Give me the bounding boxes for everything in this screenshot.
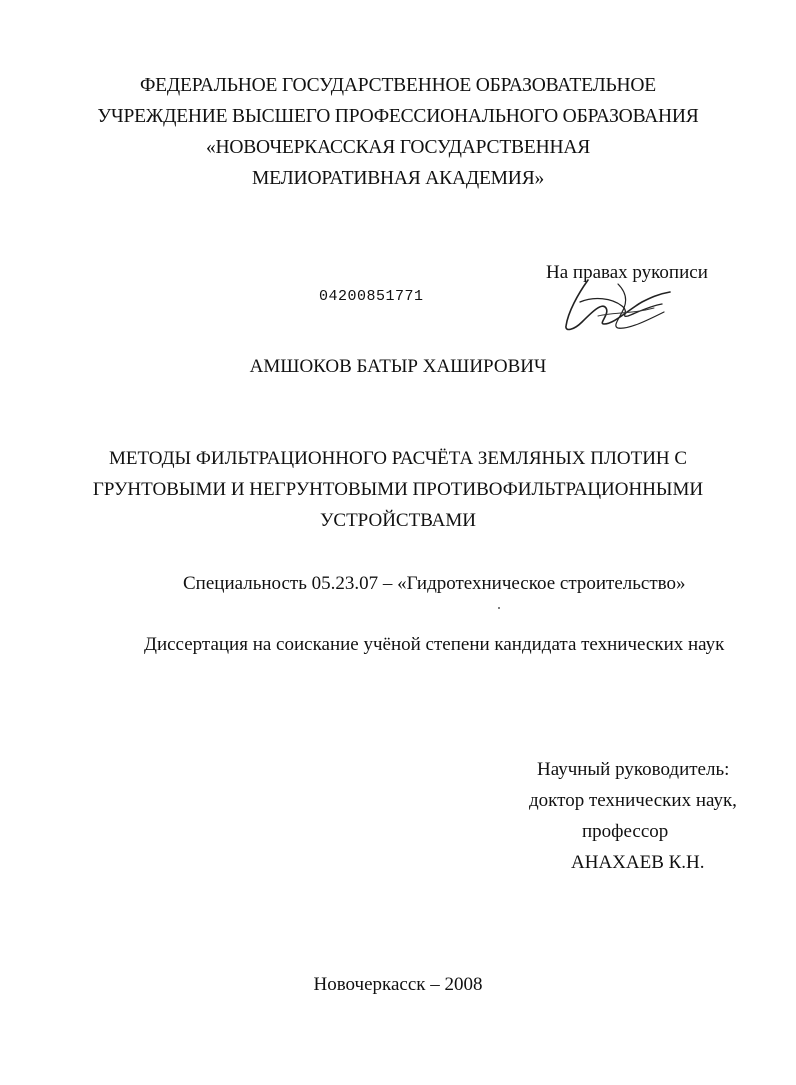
organization-line-1: ФЕДЕРАЛЬНОЕ ГОСУДАРСТВЕННОЕ ОБРАЗОВАТЕЛЬНОЕ — [139, 75, 657, 96]
city-year: Новочеркасск – 2008 — [313, 974, 483, 995]
author-name: АМШОКОВ БАТЫР ХАШИРОВИЧ — [249, 356, 547, 377]
specialty-line: Специальность 05.23.07 – «Гидротехническое строительство» — [183, 573, 686, 594]
organization-line-4: МЕЛИОРАТИВНАЯ АКАДЕМИЯ» — [251, 168, 545, 189]
speck — [498, 607, 500, 609]
organization-line-2: УЧРЕЖДЕНИЕ ВЫСШЕГО ПРОФЕССИОНАЛЬНОГО ОБРАЗОВАНИЯ — [97, 106, 699, 127]
supervisor-name: АНАХАЕВ К.Н. — [571, 852, 705, 873]
title-line-2: ГРУНТОВЫМИ И НЕГРУНТОВЫМИ ПРОТИВОФИЛЬТРАЦИОННЫМИ — [92, 479, 704, 500]
supervisor-label: Научный руководитель: — [537, 759, 730, 780]
title-line-1: МЕТОДЫ ФИЛЬТРАЦИОННОГО РАСЧЁТА ЗЕМЛЯНЫХ ПЛОТИН С — [108, 448, 688, 469]
supervisor-rank: профессор — [582, 821, 669, 842]
catalog-number: 04200851771 — [319, 288, 424, 305]
title-line-3: УСТРОЙСТВАМИ — [319, 510, 477, 531]
organization-line-3: «НОВОЧЕРКАССКАЯ ГОСУДАРСТВЕННАЯ — [205, 137, 591, 158]
supervisor-degree: доктор технических наук, — [529, 790, 737, 811]
manuscript-note: На правах рукописи — [546, 262, 708, 283]
signature-icon — [558, 272, 676, 338]
dissertation-line: Диссертация на соискание учёной степени кандидата технических наук — [144, 634, 725, 655]
